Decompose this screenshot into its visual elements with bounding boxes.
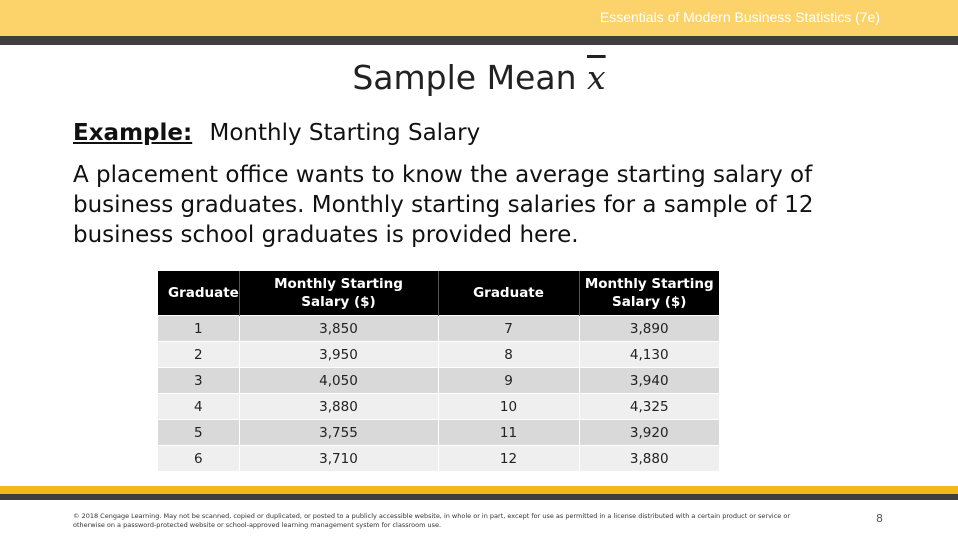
table-cell: 4,050 xyxy=(239,368,438,394)
table-cell: 11 xyxy=(438,420,579,446)
table-cell: 3,920 xyxy=(579,420,719,446)
table-cell: 3,890 xyxy=(579,316,719,342)
table-cell: 3,755 xyxy=(239,420,438,446)
table-cell: 10 xyxy=(438,394,579,420)
example-topic: Monthly Starting Salary xyxy=(209,120,481,146)
header-graduate: Graduate xyxy=(158,271,239,316)
example-description: A placement office wants to know the average starting salary of business graduates. Monthly starting salaries for a sample of 12 business school graduates is provided here. xyxy=(73,162,814,248)
table-cell: 7 xyxy=(438,316,579,342)
example-heading xyxy=(73,120,480,146)
course-title: Essentials of Modern Business Statistics (7e) xyxy=(599,9,880,25)
header-monthly-salary: Monthly Starting Salary ($) xyxy=(579,271,719,316)
table-cell: 1 xyxy=(158,316,239,342)
table-cell: 3,880 xyxy=(239,394,438,420)
slide-title xyxy=(0,58,958,97)
table-row xyxy=(158,420,719,446)
salary-table xyxy=(158,271,719,471)
table-cell: 3,880 xyxy=(579,446,719,472)
table-cell: 3,710 xyxy=(239,446,438,472)
copyright-notice: © 2018 Cengage Learning. May not be scanned, copied or duplicated, or posted to a publicly accessible website, in whole or in part, except for use as permitted in a license distributed with a certain product or service or otherwise on a password-protected website or school-approved learning management system for classroom use. xyxy=(73,512,791,529)
table-row xyxy=(158,342,719,368)
header-monthly-salary: Monthly Starting Salary ($) xyxy=(239,271,438,316)
table-cell: 4,325 xyxy=(579,394,719,420)
table-cell: 3 xyxy=(158,368,239,394)
table-cell: 12 xyxy=(438,446,579,472)
table-row xyxy=(158,446,719,472)
table-row xyxy=(158,368,719,394)
table-cell: 3,940 xyxy=(579,368,719,394)
footer-divider xyxy=(0,494,958,500)
header-divider xyxy=(0,36,958,45)
header-graduate: Graduate xyxy=(438,271,579,316)
table-cell: 4 xyxy=(158,394,239,420)
slide-title-text: Sample Mean xyxy=(352,58,577,97)
table-row xyxy=(158,316,719,342)
table-cell: 2 xyxy=(158,342,239,368)
table-header-row xyxy=(158,271,719,316)
table-cell: 4,130 xyxy=(579,342,719,368)
table-cell: 8 xyxy=(438,342,579,368)
table-cell: 6 xyxy=(158,446,239,472)
example-label: Example: xyxy=(73,120,193,146)
x-bar-symbol: $\overline{x}$ xyxy=(587,58,606,97)
table-cell: 3,850 xyxy=(239,316,438,342)
table-cell: 9 xyxy=(438,368,579,394)
footer-accent-stripe xyxy=(0,486,958,494)
table-cell: 3,950 xyxy=(239,342,438,368)
header-band xyxy=(0,0,958,36)
table-cell: 5 xyxy=(158,420,239,446)
page-number: 8 xyxy=(876,512,883,525)
table-row xyxy=(158,394,719,420)
